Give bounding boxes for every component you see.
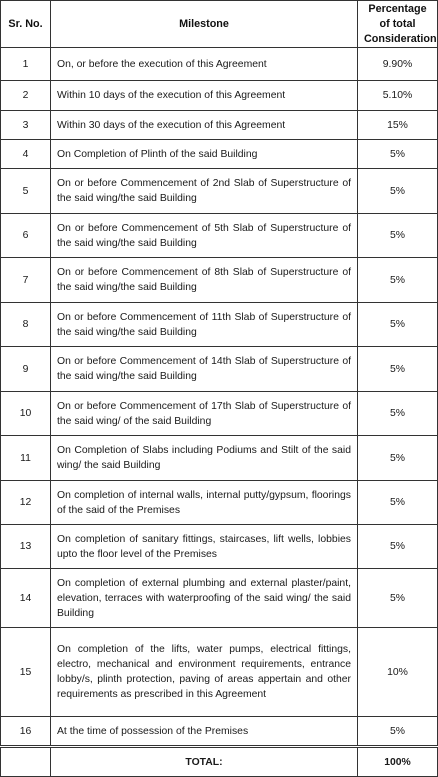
table-row: [1, 569, 438, 628]
row-sr-no: 8: [1, 303, 51, 347]
table-row: [1, 214, 438, 258]
row-percentage: 5.10%: [358, 81, 438, 111]
row-sr-no: 3: [1, 111, 51, 140]
row-milestone: On or before Commencement of 14th Slab of Superstructure of the said wing/the said Building: [51, 347, 358, 392]
row-percentage: 5%: [358, 481, 438, 525]
row-milestone: On completion of the lifts, water pumps, electrical fittings, electro, mechanical and environment requirements, entrance lobby/s, plinth protection, paving of areas appertain and other requirements as prescribed in this Agreement: [51, 628, 358, 717]
row-percentage: 5%: [358, 169, 438, 214]
row-percentage: 5%: [358, 140, 438, 169]
total-label: TOTAL:: [51, 747, 358, 777]
row-sr-no: 10: [1, 392, 51, 436]
row-milestone: On or before Commencement of 17th Slab of Superstructure of the said wing/ of the said Building: [51, 392, 358, 436]
row-percentage: 5%: [358, 569, 438, 628]
row-percentage: 5%: [358, 258, 438, 303]
header-milestone: Milestone: [51, 1, 358, 48]
row-milestone: On or before Commencement of 11th Slab of Superstructure of the said wing/the said Building: [51, 303, 358, 347]
row-percentage: 9.90%: [358, 48, 438, 81]
row-milestone: On or before Commencement of 2nd Slab of Superstructure of the said wing/the said Building: [51, 169, 358, 214]
table-row: [1, 169, 438, 214]
table-row: [1, 628, 438, 717]
row-sr-no: 14: [1, 569, 51, 628]
table-row: [1, 258, 438, 303]
row-milestone: On completion of external plumbing and external plaster/paint, elevation, terraces with waterproofing of the said wing/ the said Building: [51, 569, 358, 628]
table-row: [1, 717, 438, 747]
row-sr-no: 9: [1, 347, 51, 392]
row-milestone: Within 10 days of the execution of this Agreement: [51, 81, 358, 111]
table-row: [1, 111, 438, 140]
table-row: [1, 347, 438, 392]
row-percentage: 15%: [358, 111, 438, 140]
row-percentage: 5%: [358, 347, 438, 392]
row-percentage: 5%: [358, 214, 438, 258]
row-milestone: On or before Commencement of 8th Slab of Superstructure of the said wing/the said Building: [51, 258, 358, 303]
row-percentage: 5%: [358, 436, 438, 481]
row-sr-no: 16: [1, 717, 51, 747]
header-row: [1, 1, 438, 48]
row-sr-no: 2: [1, 81, 51, 111]
row-percentage: 10%: [358, 628, 438, 717]
row-sr-no: 5: [1, 169, 51, 214]
row-sr-no: 7: [1, 258, 51, 303]
row-percentage: 5%: [358, 392, 438, 436]
table-row: [1, 481, 438, 525]
row-milestone: On completion of sanitary fittings, staircases, lift wells, lobbies upto the floor level of the Premises: [51, 525, 358, 569]
table-row: [1, 303, 438, 347]
row-milestone: On completion of internal walls, internal putty/gypsum, floorings of the said of the Premises: [51, 481, 358, 525]
header-percentage: Percentage of total Consideration: [358, 1, 438, 48]
total-row: [1, 747, 438, 777]
row-sr-no: 6: [1, 214, 51, 258]
row-milestone: On, or before the execution of this Agreement: [51, 48, 358, 81]
table-row: [1, 392, 438, 436]
total-percentage: 100%: [358, 747, 438, 777]
table-row: [1, 81, 438, 111]
row-milestone: Within 30 days of the execution of this Agreement: [51, 111, 358, 140]
row-sr-no: 4: [1, 140, 51, 169]
row-sr-no: 12: [1, 481, 51, 525]
row-milestone: At the time of possession of the Premises: [51, 717, 358, 747]
row-percentage: 5%: [358, 525, 438, 569]
table-row: [1, 436, 438, 481]
row-sr-no: 1: [1, 48, 51, 81]
row-percentage: 5%: [358, 303, 438, 347]
row-sr-no: 11: [1, 436, 51, 481]
header-sr-no: Sr. No.: [1, 1, 51, 48]
row-sr-no: 15: [1, 628, 51, 717]
row-percentage: 5%: [358, 717, 438, 747]
total-blank-cell: [1, 747, 51, 777]
row-sr-no: 13: [1, 525, 51, 569]
table-row: [1, 525, 438, 569]
row-milestone: On or before Commencement of 5th Slab of Superstructure of the said wing/the said Building: [51, 214, 358, 258]
table-row: [1, 140, 438, 169]
row-milestone: On Completion of Plinth of the said Building: [51, 140, 358, 169]
row-milestone: On Completion of Slabs including Podiums and Stilt of the said wing/ the said Building: [51, 436, 358, 481]
table-row: [1, 48, 438, 81]
